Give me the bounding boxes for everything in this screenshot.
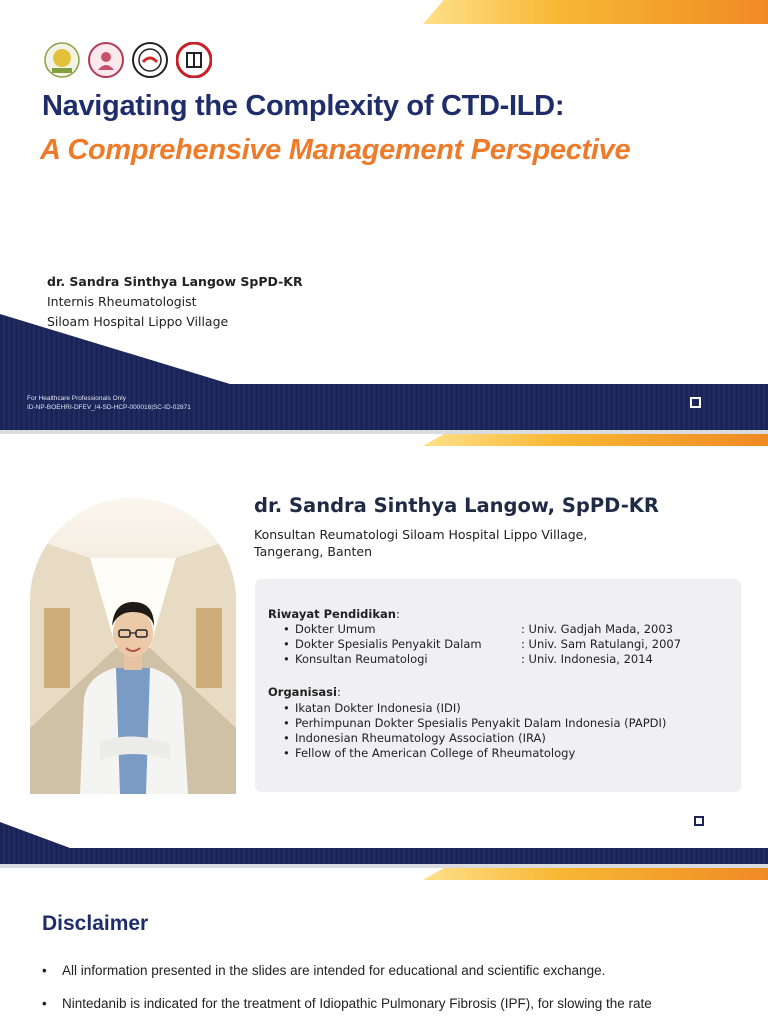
organization-heading: Organisasi: [268, 685, 341, 699]
education-institution: : Univ. Sam Ratulangi, 2007 [521, 637, 682, 651]
education-row: • Dokter Umum [283, 622, 376, 636]
education-row: • Konsultan Reumatologi [283, 652, 428, 666]
slide-title: Navigating the Complexity of CTD-ILD: [42, 90, 565, 122]
disclaimer-item: • Nintedanib is indicated for the treatment of Idiopathic Pulmonary Fibrosis (IPF), for slowing the rate [42, 996, 652, 1011]
disclaimer-item: • All information presented in the slides are intended for educational and scientific exchange. [42, 963, 606, 978]
organization-item: • Ikatan Dokter Indonesia (IDI) [283, 701, 461, 715]
education-institution: : Univ. Gadjah Mada, 2003 [521, 622, 673, 636]
association-logos [44, 42, 212, 78]
credentials-box [255, 579, 741, 792]
footer-text [27, 394, 191, 412]
orange-accent-bar [423, 868, 768, 880]
association-logo-icon [44, 42, 80, 78]
speaker-name: dr. Sandra Sinthya Langow SpPD-KR [47, 274, 303, 289]
footer-notice: For Healthcare Professionals Only [27, 395, 126, 402]
footer-band [0, 848, 768, 864]
speaker-role: Internis Rheumatologist [47, 294, 197, 309]
orange-accent-bar [423, 434, 768, 446]
education-institution: : Univ. Indonesia, 2014 [521, 652, 653, 666]
footer-code: ID-NP-BOEHRI-DFEV_I4-SD-HCP-000016|SC-ID-02871 [27, 404, 191, 411]
affiliation-line: Tangerang, Banten [254, 544, 373, 559]
disclaimer-slide [0, 868, 768, 1024]
speaker-portrait-image [30, 498, 236, 794]
speaker-info [47, 272, 303, 332]
idi-logo-icon [176, 42, 212, 78]
ira-logo-icon [132, 42, 168, 78]
slide-subtitle: A Comprehensive Management Perspective [40, 134, 631, 166]
organization-item: • Perhimpunan Dokter Spesialis Penyakit Dalam Indonesia (PAPDI) [283, 716, 667, 730]
education-row: • Dokter Spesialis Penyakit Dalam [283, 637, 482, 651]
title-slide [0, 0, 768, 430]
organization-item: • Indonesian Rheumatology Association (IRA) [283, 731, 546, 745]
speaker-profile-slide [0, 434, 768, 864]
navy-wedge-decoration [0, 822, 70, 848]
brand-logo-icon [694, 816, 754, 836]
speaker-name-heading: dr. Sandra Sinthya Langow, SpPD-KR [254, 494, 659, 517]
disclaimer-title: Disclaimer [42, 912, 149, 935]
affiliation-line: Konsultan Reumatologi Siloam Hospital Lippo Village, [254, 527, 588, 542]
speaker-hospital: Siloam Hospital Lippo Village [47, 314, 229, 329]
education-heading: Riwayat Pendidikan: [268, 607, 400, 621]
society-logo-icon [88, 42, 124, 78]
speaker-affiliation [254, 526, 654, 560]
speaker-photo [30, 498, 236, 794]
brand-logo-icon [690, 396, 758, 422]
orange-accent-bar [423, 0, 768, 24]
organization-item: • Fellow of the American College of Rheumatology [283, 746, 576, 760]
footer-band [0, 384, 768, 430]
